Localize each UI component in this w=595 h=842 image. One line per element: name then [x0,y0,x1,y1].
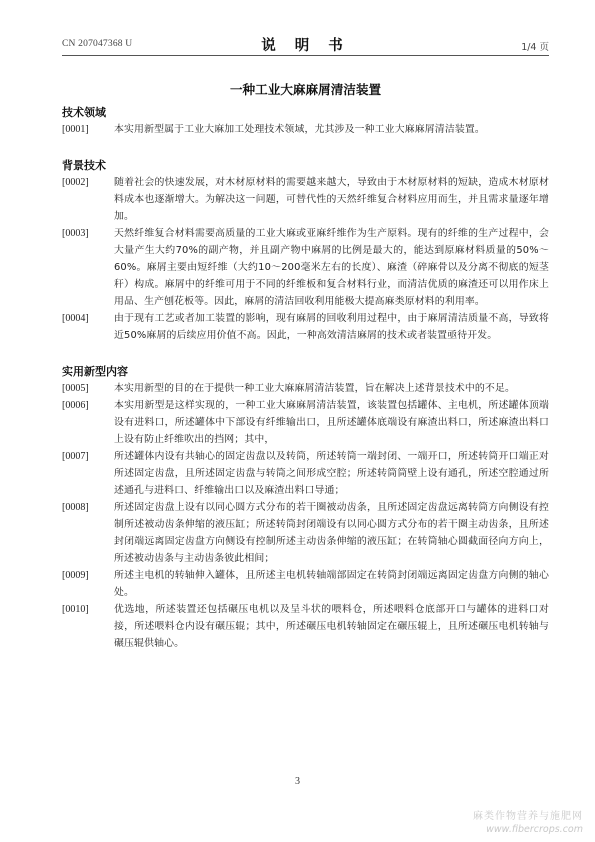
section-heading-summary: 实用新型内容 [62,365,128,378]
document-title: 一种工业大麻麻屑清洁装置 [229,82,382,97]
section-heading-background: 背景技术 [62,159,106,172]
paragraph-text: 所述主电机的转轴伸入罐体，且所述主电机转轴端部固定在转筒封闭端远离固定齿盘方向侧的轴心处。 [114,570,549,598]
paragraph-number: [0003] [62,228,89,239]
watermark [473,810,583,836]
section-heading-technical-field: 技术领域 [62,106,106,119]
paragraph-number: [0010] [62,604,89,615]
paragraph-text: 本实用新型属于工业大麻加工处理技术领域，尤其涉及一种工业大麻麻屑清洁装置。 [114,124,485,135]
paragraph [62,225,549,310]
page-counter: 1/4 页 [521,42,549,53]
header-title: 说 明 书 [261,38,350,54]
paragraph-text: 所述罐体内设有共轴心的固定齿盘以及转筒，所述转筒一端封闭、一端开口，所述转筒开口端正对所述固定齿盘，且所述固定齿盘与转筒之间形成空腔；所述转筒筒壁上设有通孔，所述空腔通过所述通孔与进料口、纤维输出口以及麻渣出料口导通； [114,451,549,496]
paragraph [62,310,549,344]
publication-number: CN 207047368 U [62,39,133,49]
description-body [62,104,549,652]
paragraph-number: [0009] [62,570,89,581]
page-number: 3 [295,776,300,787]
paragraph-number: [0008] [62,502,89,513]
paragraph-number: [0006] [62,400,89,411]
paragraph-text: 天然纤维复合材料需要高质量的工业大麻或亚麻纤维作为生产原料。现有的纤维的生产过程中，会大量产生大约70%的副产物，并且副产物中麻屑的比例是最大的，能达到原麻材料质量的50%～60%。麻屑主要由短纤维（大约10～200毫米左右的长度）、麻渣（碎麻骨以及分离不彻底的短茎秆）构成。麻屑中的纤维可用于不同的纤维板和复合材料行业，而清洁优质的麻渣还可以用作床上用品、生产刨花板等。因此，麻屑的清洁回收利用能极大提高麻类原材料的利用率。 [114,228,549,307]
paragraph-text: 所述固定齿盘上设有以同心圆方式分布的若干圈被动齿条，且所述固定齿盘远离转筒方向侧设有控制所述被动齿条伸缩的液压缸；所述转筒封闭端设有以同心圆方式分布的若干圈主动齿条，且所述封闭端远离固定齿盘方向侧设有控制所述主动齿条伸缩的液压缸；在转筒轴心圆截面径向方向上，所述被动齿条与主动齿条彼此相间； [114,502,549,564]
paragraph [62,567,549,601]
page-header [62,33,549,56]
paragraph [62,174,549,225]
paragraph-number: [0005] [62,383,89,394]
paragraph-number: [0001] [62,124,89,135]
paragraph-number: [0002] [62,177,89,188]
paragraph [62,397,549,448]
paragraph-text: 随着社会的快速发展，对木材原材料的需要越来越大，导致由于木材原材料的短缺，造成木材原材料成本也逐渐增大。为解决这一问题，可替代性的天然纤维复合材料应用而生，并且需求量逐年增加。 [114,177,549,222]
paragraph-number: [0007] [62,451,89,462]
paragraph-text: 优选地，所述装置还包括碾压电机以及呈斗状的喂料仓，所述喂料仓底部开口与罐体的进料口对接，所述喂料仓内设有碾压辊；其中，所述碾压电机转轴固定在碾压辊上，且所述碾压电机转轴与碾压辊供轴心。 [114,604,549,649]
paragraph-number: [0004] [62,313,89,324]
paragraph [62,121,549,138]
paragraph-text: 由于现有工艺或者加工装置的影响，现有麻屑的回收利用过程中，由于麻屑清洁质量不高，导致将近50%麻屑的后续应用价值不高。因此，一种高效清洁麻屑的技术或者装置亟待开发。 [114,313,549,341]
watermark-site-name: 麻类作物营养与施肥网 [473,811,583,822]
paragraph-text: 本实用新型的目的在于提供一种工业大麻麻屑清洁装置，旨在解决上述背景技术中的不足。 [114,383,516,394]
paragraph [62,601,549,652]
paragraph-text: 本实用新型是这样实现的，一种工业大麻麻屑清洁装置，该装置包括罐体、主电机，所述罐体顶端设有进料口，所述罐体中下部设有纤维输出口，且所述罐体底端设有麻渣出料口，所述麻渣出料口上设有防止纤维吹出的挡网；其中， [114,400,549,445]
paragraph [62,380,549,397]
paragraph [62,448,549,499]
watermark-url: www.fibercrops.com [486,824,583,835]
paragraph [62,499,549,567]
